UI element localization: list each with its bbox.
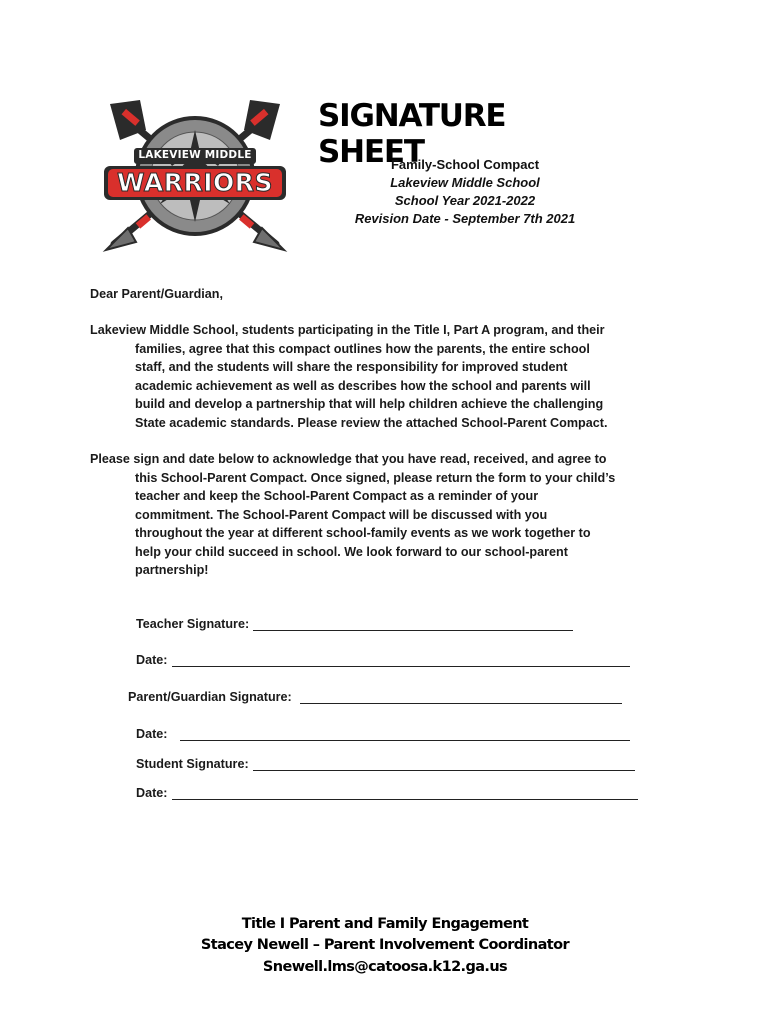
footer-email[interactable]: Snewell.lms@catoosa.k12.ga.us xyxy=(262,959,508,975)
parent-signature-field[interactable] xyxy=(128,690,622,704)
school-name: Lakeview Middle School xyxy=(390,175,540,190)
parent-signature-line[interactable] xyxy=(300,691,622,704)
paragraph-line: this School-Parent Compact. Once signed, please return the form to your child’s xyxy=(135,470,616,485)
footer-program: Title I Parent and Family Engagement xyxy=(241,916,529,932)
paragraph-line: throughout the year at different school-family events as we work together to xyxy=(135,526,591,540)
teacher-date-line[interactable] xyxy=(172,654,630,667)
date-label: Date: xyxy=(136,653,168,667)
greeting: Dear Parent/Guardian, xyxy=(90,287,223,301)
paragraph-instructions xyxy=(90,450,650,580)
paragraph-line: academic achievement as well as describes how the school and parents will xyxy=(135,378,591,393)
paragraph-line: partnership! xyxy=(135,563,209,577)
teacher-signature-label: Teacher Signature: xyxy=(136,617,250,631)
revision-date: Revision Date - September 7th 2021 xyxy=(354,211,576,226)
paragraph-line: teacher and keep the School-Parent Compact as a reminder of your xyxy=(135,489,539,503)
date-label: Date: xyxy=(136,786,168,800)
paragraph-line: Please sign and date below to acknowledge that you have read, received, and agree to xyxy=(90,452,607,466)
teacher-date-field[interactable] xyxy=(136,653,630,667)
student-date-line[interactable] xyxy=(172,787,638,800)
paragraph-line: State academic standards. Please review the attached School-Parent Compact. xyxy=(135,415,608,430)
paragraph-line: help your child succeed in school. We look forward to our school-parent xyxy=(135,544,568,559)
logo-main-text: WARRIORS xyxy=(116,168,274,197)
paragraph-line: staff, and the students will share the responsibility for improved student xyxy=(135,360,568,374)
paragraph-line: Lakeview Middle School, students participating in the Title I, Part A program, and their xyxy=(90,323,605,337)
parent-date-field[interactable] xyxy=(136,727,630,741)
teacher-signature-line[interactable] xyxy=(253,618,573,631)
compact-title: Family-School Compact xyxy=(390,157,540,172)
parent-signature-label: Parent/Guardian Signature: xyxy=(128,690,292,704)
student-date-field[interactable] xyxy=(136,786,638,800)
student-signature-label: Student Signature: xyxy=(136,757,249,771)
paragraph-line: build and develop a partnership that will help children achieve the challenging xyxy=(135,397,604,411)
logo-top-text: LAKEVIEW MIDDLE xyxy=(138,149,252,161)
school-year: School Year 2021-2022 xyxy=(394,193,536,208)
parent-date-line[interactable] xyxy=(180,728,630,741)
paragraph-line: commitment. The School-Parent Compact will be discussed with you xyxy=(135,507,548,522)
footer-coordinator: Stacey Newell – Parent Involvement Coordinator xyxy=(200,937,570,953)
student-signature-field[interactable] xyxy=(136,757,635,771)
paragraph-intro xyxy=(90,321,650,432)
school-logo xyxy=(100,100,290,252)
paragraph-line: families, agree that this compact outlines how the parents, the entire school xyxy=(135,341,590,356)
teacher-signature-field[interactable] xyxy=(136,617,573,631)
student-signature-line[interactable] xyxy=(253,758,635,771)
date-label: Date: xyxy=(136,727,168,741)
page-title: SIGNATURE SHEET xyxy=(318,98,506,170)
